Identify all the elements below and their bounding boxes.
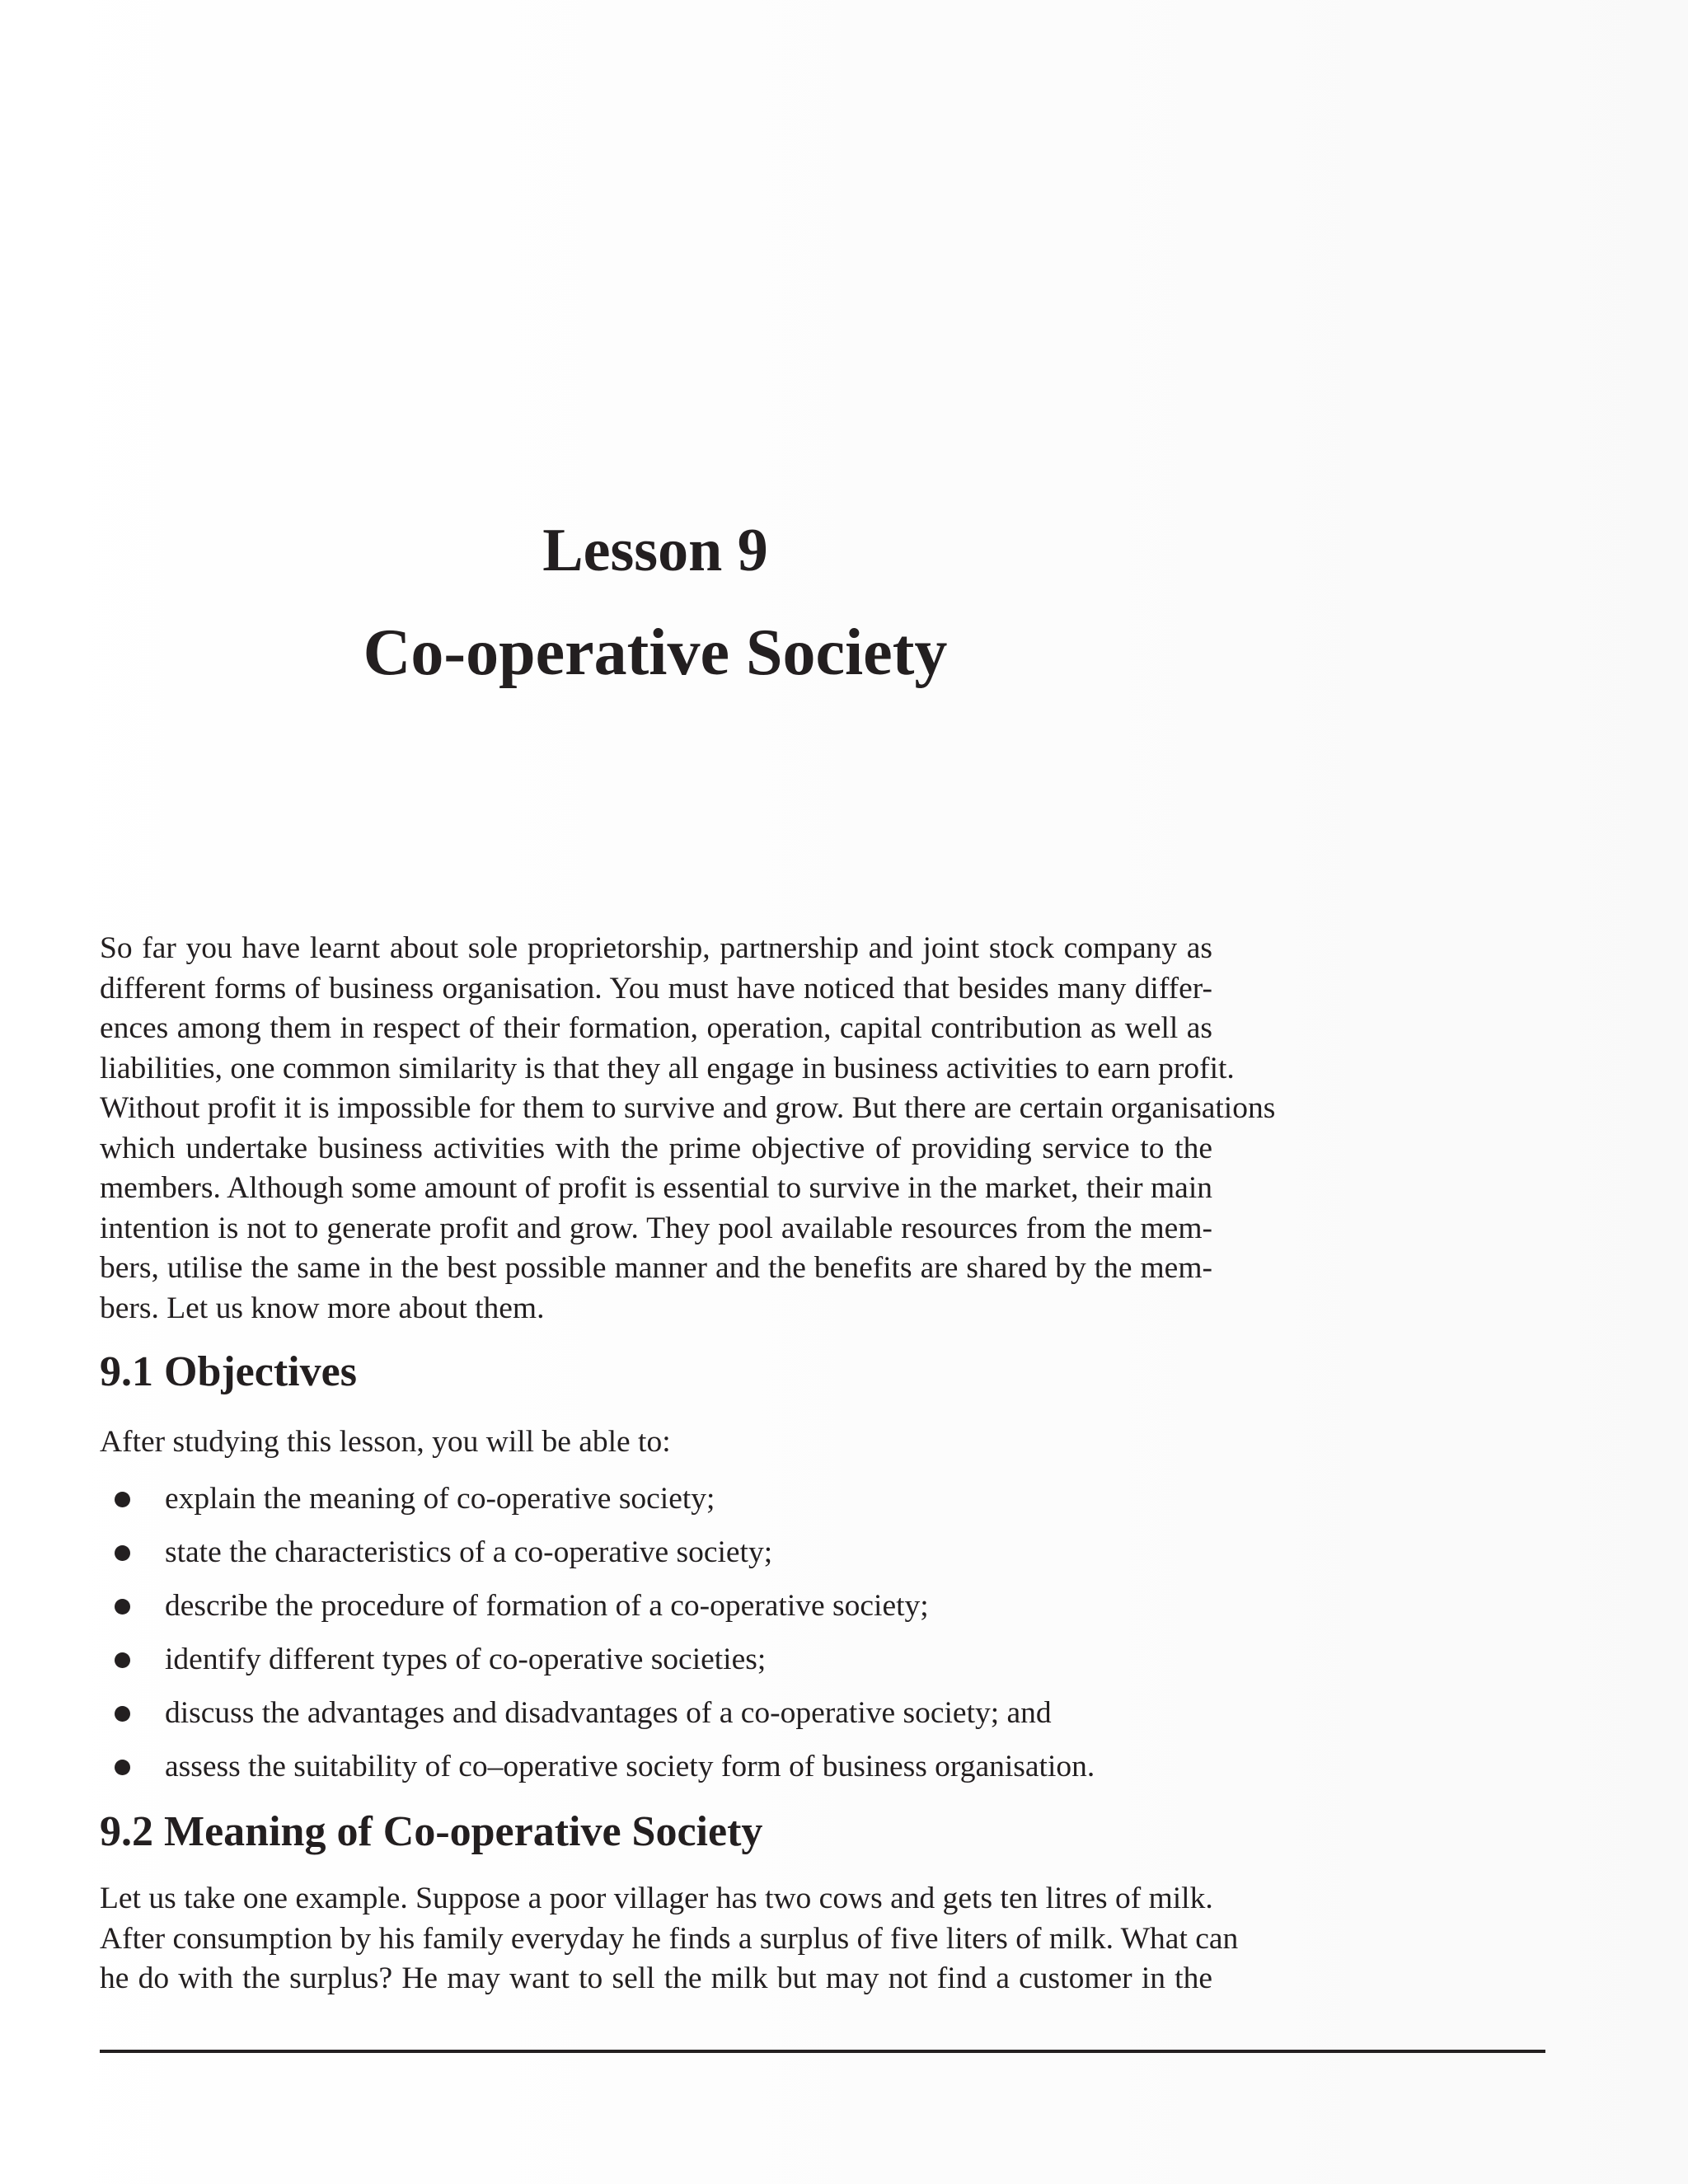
paragraph-line: intention is not to generate profit and grow. They pool available resources from the mem- (100, 1211, 1212, 1245)
objective-item (100, 1633, 1212, 1686)
bullet-icon (115, 1545, 130, 1561)
bullet-icon (115, 1599, 130, 1615)
paragraph-line: bers, utilise the same in the best possible manner and the benefits are shared by the mem- (100, 1251, 1212, 1285)
paragraph-line: liabilities, one common similarity is that they all engage in business activities to earn profit. (100, 1051, 1235, 1085)
meaning-paragraph (100, 1879, 1239, 1999)
objective-text: describe the procedure of formation of a co-operative society; (165, 1589, 929, 1623)
objective-item (100, 1740, 1212, 1793)
bullet-icon (115, 1760, 130, 1775)
bullet-icon (115, 1652, 130, 1668)
paragraph-line: Without profit it is impossible for them to survive and grow. But there are certain organisations (100, 1091, 1276, 1125)
paragraph-line: Let us take one example. Suppose a poor villager has two cows and gets ten litres of milk. (100, 1882, 1213, 1915)
objective-text: identify different types of co-operative societies; (165, 1643, 767, 1676)
lesson-title: Co-operative Society (363, 616, 948, 689)
lesson-number: Lesson 9 (542, 517, 768, 584)
bullet-icon (115, 1492, 130, 1507)
objective-text: assess the suitability of co–operative society form of business organisation. (165, 1750, 1095, 1783)
objective-text: discuss the advantages and disadvantages of a co-operative society; and (165, 1696, 1052, 1730)
footer-rule (100, 2050, 1545, 2053)
objective-text: state the characteristics of a co-operative society; (165, 1535, 773, 1569)
bullet-icon (115, 1706, 130, 1722)
paragraph-line: After consumption by his family everyday he finds a surplus of five liters of milk. What can (100, 1921, 1239, 1956)
paragraph-line: different forms of business organisation. You must have noticed that besides many differ- (100, 971, 1212, 1005)
objective-item (100, 1686, 1212, 1740)
paragraph-line: bers. Let us know more about them. (100, 1291, 545, 1325)
objectives-intro: After studying this lesson, you will be able to: (100, 1425, 671, 1459)
lesson-body (100, 929, 1276, 1999)
objective-text: explain the meaning of co-operative society; (165, 1482, 715, 1516)
objective-item (100, 1472, 1212, 1526)
intro-paragraph (100, 929, 1276, 1329)
objective-item (100, 1579, 1212, 1633)
paragraph-line: So far you have learnt about sole proprietorship, partnership and joint stock company as (100, 931, 1212, 965)
section-heading-objectives: 9.1 Objectives (100, 1348, 357, 1395)
objective-item (100, 1526, 1212, 1579)
paragraph-line: which undertake business activities with the prime objective of providing service to the (100, 1131, 1212, 1165)
paragraph-line: members. Although some amount of profit is essential to survive in the market, their main (100, 1171, 1212, 1205)
paragraph-line: ences among them in respect of their formation, operation, capital contribution as well as (100, 1011, 1212, 1045)
section-heading-meaning: 9.2 Meaning of Co-operative Society (100, 1808, 763, 1855)
paragraph-line: he do with the surplus? He may want to sell the milk but may not find a customer in the (100, 1961, 1212, 1995)
objectives-list (100, 1472, 1212, 1793)
